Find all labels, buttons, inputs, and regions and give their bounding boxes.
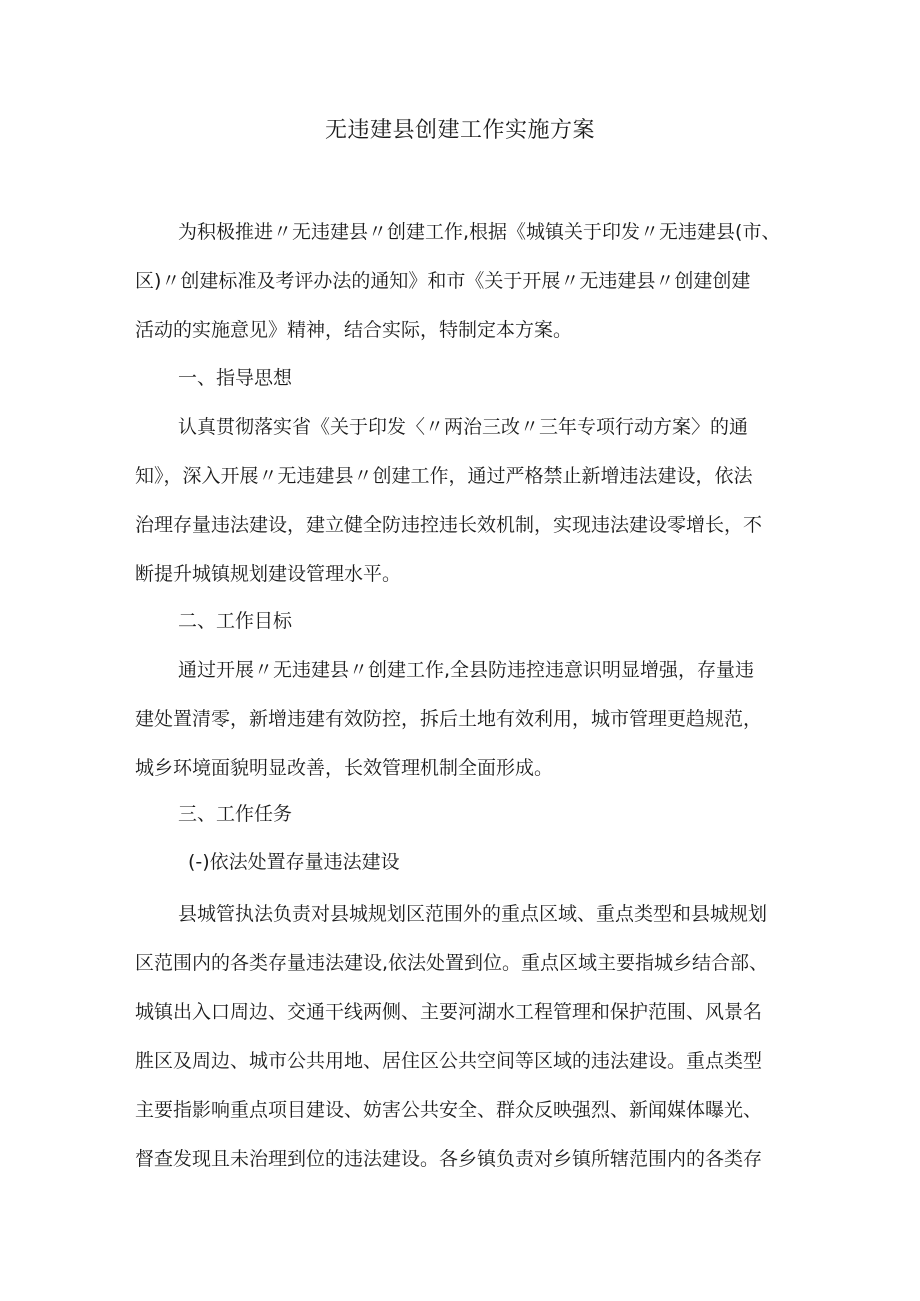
existing-violations-paragraph xyxy=(135,890,795,1184)
paragraph-line: 区)〃创建标准及考评办法的通知》和市《关于开展〃无违建县〃创建创建 xyxy=(135,270,751,292)
paragraph-line: 城镇出入口周边、交通干线两侧、主要河湖水工程管理和保护范围、风景名 xyxy=(135,1001,763,1023)
section-heading-guiding-thought: 一、指导思想 xyxy=(178,367,293,389)
paragraph-line: 认真贯彻落实省《关于印发〈〃两治三改〃三年专项行动方案〉的通 xyxy=(178,416,749,438)
intro-paragraph xyxy=(135,208,795,355)
paragraph-line: 督查发现且未治理到位的违法建设。各乡镇负责对乡镇所辖范围内的各类存 xyxy=(135,1148,763,1170)
work-goals-paragraph xyxy=(135,646,795,793)
paragraph-line: 通过开展〃无违建县〃创建工作,全县防违控违意识明显增强，存量违 xyxy=(178,659,755,681)
subsection-heading-existing-violations: (-)依法处置存量违法建设 xyxy=(188,851,400,873)
paragraph-line: 县城管执法负责对县城规划区范围外的重点区域、重点类型和县城规划 xyxy=(178,903,768,925)
guiding-thought-paragraph xyxy=(135,403,795,599)
paragraph-line: 知》，深入开展〃无违建县〃创建工作，通过严格禁止新增违法建设，依法 xyxy=(135,465,753,487)
paragraph-line: 为积极推进〃无违建县〃创建工作,根据《城镇关于印发〃无违建县(市、 xyxy=(178,221,781,243)
section-heading-work-goals: 二、工作目标 xyxy=(178,610,293,632)
paragraph-line: 建处置清零，新增违建有效防控，拆后土地有效利用，城市管理更趋规范， xyxy=(135,708,763,730)
paragraph-line: 治理存量违法建设，建立健全防违控违长效机制，实现违法建设零增长，不 xyxy=(135,514,763,536)
paragraph-line: 主要指影响重点项目建设、妨害公共安全、群众反映强烈、新闻媒体曝光、 xyxy=(135,1099,763,1121)
paragraph-line: 断提升城镇规划建设管理水平。 xyxy=(135,563,402,585)
paragraph-line: 区范围内的各类存量违法建设,依法处置到位。重点区域主要指城乡结合部、 xyxy=(135,952,769,974)
paragraph-line: 活动的实施意见》精神，结合实际，特制定本方案。 xyxy=(135,319,573,341)
section-heading-work-tasks: 三、工作任务 xyxy=(178,803,293,825)
document-title: 无违建县创建工作实施方案 xyxy=(324,118,595,143)
paragraph-line: 胜区及周边、城市公共用地、居住区公共空间等区域的违法建设。重点类型 xyxy=(135,1050,763,1072)
paragraph-line: 城乡环境面貌明显改善，长效管理机制全面形成。 xyxy=(135,757,554,779)
